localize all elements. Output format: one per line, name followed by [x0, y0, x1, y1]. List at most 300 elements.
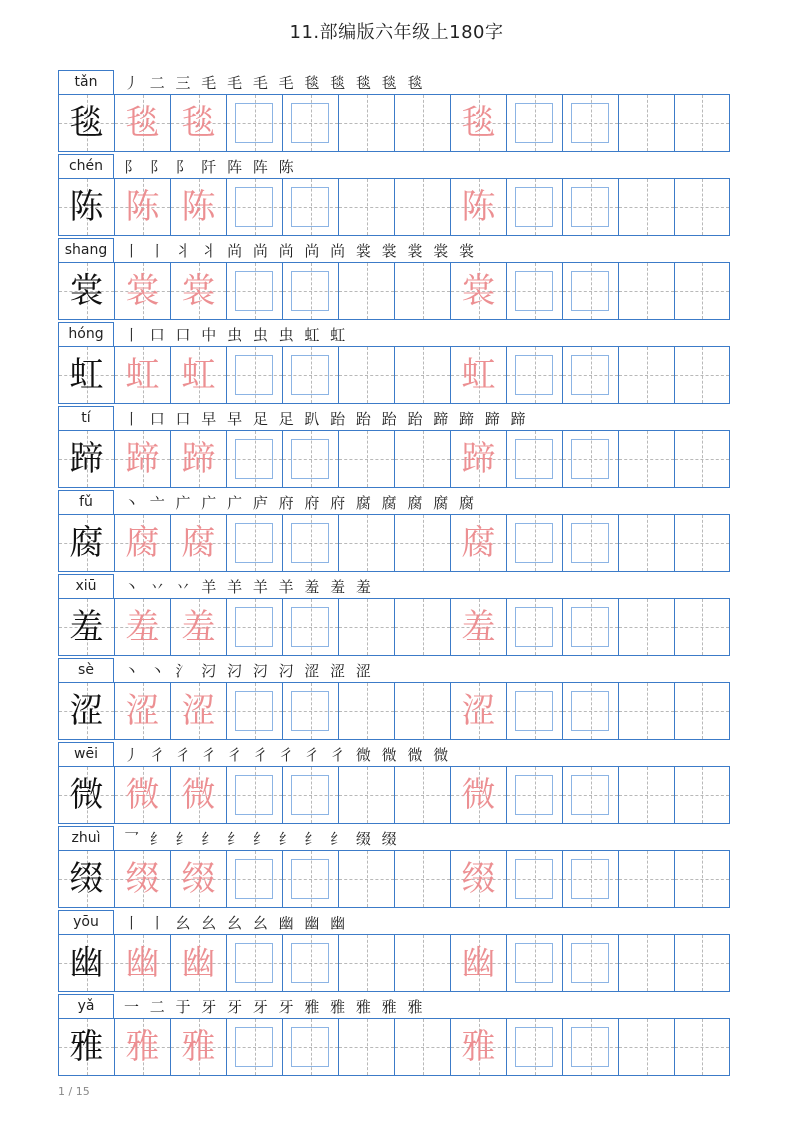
trace-character-cell — [450, 935, 506, 991]
boxed-practice-cell — [282, 851, 338, 907]
boxed-practice-cell — [506, 767, 562, 823]
model-character-cell — [58, 263, 114, 319]
model-character-cell — [58, 515, 114, 571]
guide-line-vertical — [702, 95, 703, 151]
guide-line-vertical — [367, 263, 368, 319]
inner-square — [515, 691, 553, 731]
guide-line-vertical — [423, 179, 424, 235]
trace-character-cell — [114, 431, 170, 487]
stroke-order: 丶 丶 氵 汈 汈 汈 汈 涩 涩 涩 — [124, 662, 374, 680]
practice-cell — [338, 347, 394, 403]
guide-line-vertical — [423, 935, 424, 991]
stroke-order: 丨 丨 丬 丬 尚 尚 尚 尚 尚 裳 裳 裳 裳 裳 — [124, 242, 477, 260]
writing-grid — [58, 850, 730, 908]
boxed-practice-cell — [226, 767, 282, 823]
practice-cell — [618, 515, 674, 571]
trace-character-cell — [170, 179, 226, 235]
practice-cell — [394, 767, 450, 823]
practice-cell — [674, 347, 730, 403]
trace-character-cell — [170, 767, 226, 823]
writing-grid — [58, 94, 730, 152]
inner-square — [571, 943, 609, 983]
practice-cell — [618, 1019, 674, 1075]
trace-character-cell — [450, 179, 506, 235]
guide-line-vertical — [702, 599, 703, 655]
stroke-order: 乛 纟 纟 纟 纟 纟 纟 纟 纟 缀 缀 — [124, 830, 400, 848]
trace-character: 雅 — [181, 1027, 216, 1067]
practice-cell — [618, 935, 674, 991]
trace-character-cell — [114, 179, 170, 235]
model-character: 蹄 — [69, 439, 104, 479]
boxed-practice-cell — [282, 599, 338, 655]
practice-row — [58, 826, 730, 910]
stroke-order: 阝 阝 阝 阡 阵 阵 陈 — [124, 158, 297, 176]
inner-square — [235, 1027, 273, 1067]
practice-cell — [674, 515, 730, 571]
practice-cell — [394, 1019, 450, 1075]
trace-character: 裳 — [461, 271, 496, 311]
boxed-practice-cell — [506, 95, 562, 151]
practice-cell — [338, 935, 394, 991]
practice-cell — [674, 683, 730, 739]
trace-character: 腐 — [125, 523, 160, 563]
stroke-order: 丿 彳 彳 彳 彳 彳 彳 彳 彳 微 微 微 微 — [124, 746, 452, 764]
boxed-practice-cell — [226, 347, 282, 403]
trace-character-cell — [114, 515, 170, 571]
practice-cell — [338, 683, 394, 739]
writing-grid — [58, 766, 730, 824]
practice-cell — [618, 431, 674, 487]
model-character: 虹 — [69, 355, 104, 395]
model-character: 裳 — [69, 271, 104, 311]
trace-character: 缀 — [181, 859, 216, 899]
pinyin-label: yǎ — [58, 994, 114, 1018]
inner-square — [235, 187, 273, 227]
inner-square — [515, 775, 553, 815]
inner-square — [571, 607, 609, 647]
boxed-practice-cell — [282, 95, 338, 151]
trace-character-cell — [450, 95, 506, 151]
stroke-order: 丨 口 口 中 虫 虫 虫 虹 虹 — [124, 326, 349, 344]
pinyin-label: tǎn — [58, 70, 114, 94]
writing-grid — [58, 598, 730, 656]
guide-line-vertical — [647, 179, 648, 235]
inner-square — [571, 439, 609, 479]
boxed-practice-cell — [226, 683, 282, 739]
boxed-practice-cell — [562, 851, 618, 907]
boxed-practice-cell — [562, 431, 618, 487]
pinyin-label: zhuì — [58, 826, 114, 850]
model-character: 陈 — [69, 187, 104, 227]
stroke-order: 丨 口 口 早 早 足 足 趴 跆 跆 跆 跆 蹄 蹄 蹄 蹄 — [124, 410, 529, 428]
inner-square — [291, 607, 329, 647]
inner-square — [515, 103, 553, 143]
trace-character: 微 — [181, 775, 216, 815]
stroke-order: 一 二 于 牙 牙 牙 牙 雅 雅 雅 雅 雅 — [124, 998, 426, 1016]
practice-row — [58, 322, 730, 406]
trace-character-cell — [114, 1019, 170, 1075]
boxed-practice-cell — [562, 1019, 618, 1075]
writing-grid — [58, 346, 730, 404]
practice-cell — [338, 431, 394, 487]
practice-row — [58, 154, 730, 238]
writing-grid — [58, 430, 730, 488]
guide-line-vertical — [702, 1019, 703, 1075]
boxed-practice-cell — [506, 179, 562, 235]
trace-character: 裳 — [125, 271, 160, 311]
trace-character: 虹 — [181, 355, 216, 395]
boxed-practice-cell — [282, 683, 338, 739]
inner-square — [515, 439, 553, 479]
boxed-practice-cell — [282, 515, 338, 571]
model-character: 幽 — [69, 943, 104, 983]
trace-character: 毯 — [461, 103, 496, 143]
boxed-practice-cell — [506, 851, 562, 907]
page-title: 11.部编版六年级上180字 — [289, 22, 504, 43]
inner-square — [515, 859, 553, 899]
practice-cell — [674, 935, 730, 991]
stroke-order: 丿 二 三 毛 毛 毛 毛 毯 毯 毯 毯 毯 — [124, 74, 426, 92]
trace-character-cell — [170, 347, 226, 403]
trace-character: 羞 — [461, 607, 496, 647]
boxed-practice-cell — [506, 347, 562, 403]
practice-cell — [618, 179, 674, 235]
trace-character-cell — [114, 851, 170, 907]
practice-cell — [338, 1019, 394, 1075]
trace-character-cell — [450, 599, 506, 655]
trace-character: 缀 — [461, 859, 496, 899]
guide-line-vertical — [423, 263, 424, 319]
boxed-practice-cell — [506, 935, 562, 991]
writing-grid — [58, 934, 730, 992]
trace-character-cell — [170, 95, 226, 151]
practice-cell — [674, 263, 730, 319]
trace-character-cell — [170, 1019, 226, 1075]
trace-character: 涩 — [181, 691, 216, 731]
trace-character-cell — [450, 767, 506, 823]
inner-square — [235, 523, 273, 563]
guide-line-vertical — [367, 851, 368, 907]
guide-line-vertical — [423, 95, 424, 151]
trace-character-cell — [170, 599, 226, 655]
guide-line-vertical — [702, 935, 703, 991]
guide-line-vertical — [647, 431, 648, 487]
inner-square — [571, 775, 609, 815]
model-character: 毯 — [69, 103, 104, 143]
inner-square — [291, 859, 329, 899]
trace-character: 腐 — [461, 523, 496, 563]
trace-character: 羞 — [181, 607, 216, 647]
boxed-practice-cell — [506, 431, 562, 487]
stroke-order: 丶 亠 广 广 广 庐 府 府 府 腐 腐 腐 腐 腐 — [124, 494, 477, 512]
boxed-practice-cell — [562, 599, 618, 655]
guide-line-vertical — [423, 851, 424, 907]
trace-character-cell — [450, 263, 506, 319]
inner-square — [571, 355, 609, 395]
guide-line-vertical — [423, 1019, 424, 1075]
inner-square — [291, 187, 329, 227]
model-character: 羞 — [69, 607, 104, 647]
trace-character-cell — [450, 851, 506, 907]
guide-line-vertical — [702, 179, 703, 235]
guide-line-vertical — [647, 515, 648, 571]
guide-line-vertical — [367, 683, 368, 739]
trace-character: 微 — [125, 775, 160, 815]
inner-square — [515, 1027, 553, 1067]
guide-line-vertical — [423, 767, 424, 823]
practice-cell — [338, 767, 394, 823]
model-character-cell — [58, 431, 114, 487]
trace-character: 腐 — [181, 523, 216, 563]
boxed-practice-cell — [562, 767, 618, 823]
guide-line-vertical — [423, 431, 424, 487]
boxed-practice-cell — [226, 263, 282, 319]
guide-line-vertical — [367, 347, 368, 403]
boxed-practice-cell — [506, 1019, 562, 1075]
practice-cell — [618, 851, 674, 907]
guide-line-vertical — [702, 767, 703, 823]
practice-cell — [618, 767, 674, 823]
practice-cell — [618, 347, 674, 403]
practice-cell — [618, 263, 674, 319]
trace-character-cell — [170, 851, 226, 907]
inner-square — [571, 691, 609, 731]
practice-cell — [618, 599, 674, 655]
guide-line-vertical — [367, 767, 368, 823]
trace-character-cell — [170, 683, 226, 739]
guide-line-vertical — [647, 95, 648, 151]
practice-cell — [338, 599, 394, 655]
inner-square — [571, 1027, 609, 1067]
trace-character: 羞 — [125, 607, 160, 647]
trace-character: 虹 — [125, 355, 160, 395]
model-character-cell — [58, 935, 114, 991]
trace-character-cell — [114, 683, 170, 739]
guide-line-vertical — [647, 347, 648, 403]
inner-square — [515, 943, 553, 983]
boxed-practice-cell — [562, 935, 618, 991]
inner-square — [515, 607, 553, 647]
pinyin-label: chén — [58, 154, 114, 178]
practice-cell — [618, 95, 674, 151]
practice-cell — [674, 851, 730, 907]
inner-square — [571, 523, 609, 563]
trace-character: 雅 — [125, 1027, 160, 1067]
guide-line-vertical — [647, 263, 648, 319]
model-character-cell — [58, 599, 114, 655]
practice-row — [58, 574, 730, 658]
model-character: 雅 — [69, 1027, 104, 1067]
guide-line-vertical — [702, 431, 703, 487]
boxed-practice-cell — [562, 515, 618, 571]
boxed-practice-cell — [562, 683, 618, 739]
trace-character: 幽 — [461, 943, 496, 983]
inner-square — [291, 775, 329, 815]
inner-square — [235, 439, 273, 479]
trace-character-cell — [114, 935, 170, 991]
practice-cell — [338, 851, 394, 907]
boxed-practice-cell — [562, 347, 618, 403]
inner-square — [235, 775, 273, 815]
stroke-order: 丨 丨 幺 幺 幺 幺 幽 幽 幽 — [124, 914, 349, 932]
inner-square — [235, 943, 273, 983]
inner-square — [291, 103, 329, 143]
practice-cell — [394, 95, 450, 151]
practice-cell — [674, 431, 730, 487]
trace-character-cell — [114, 767, 170, 823]
inner-square — [235, 859, 273, 899]
writing-grid — [58, 514, 730, 572]
boxed-practice-cell — [282, 767, 338, 823]
model-character-cell — [58, 347, 114, 403]
practice-cell — [674, 95, 730, 151]
inner-square — [291, 355, 329, 395]
guide-line-vertical — [423, 347, 424, 403]
inner-square — [291, 943, 329, 983]
inner-square — [291, 691, 329, 731]
model-character-cell — [58, 683, 114, 739]
guide-line-vertical — [367, 1019, 368, 1075]
model-character-cell — [58, 95, 114, 151]
boxed-practice-cell — [282, 431, 338, 487]
worksheet — [58, 70, 730, 1078]
inner-square — [235, 607, 273, 647]
inner-square — [235, 271, 273, 311]
model-character: 缀 — [69, 859, 104, 899]
boxed-practice-cell — [506, 515, 562, 571]
boxed-practice-cell — [226, 179, 282, 235]
boxed-practice-cell — [506, 263, 562, 319]
pinyin-label: fǔ — [58, 490, 114, 514]
trace-character: 裳 — [181, 271, 216, 311]
guide-line-vertical — [367, 431, 368, 487]
stroke-order: 丶 丷 丷 羊 羊 羊 羊 羞 羞 羞 — [124, 578, 374, 596]
trace-character: 毯 — [181, 103, 216, 143]
guide-line-vertical — [647, 683, 648, 739]
pinyin-label: sè — [58, 658, 114, 682]
practice-cell — [394, 851, 450, 907]
trace-character: 缀 — [125, 859, 160, 899]
boxed-practice-cell — [562, 263, 618, 319]
inner-square — [571, 103, 609, 143]
boxed-practice-cell — [226, 95, 282, 151]
trace-character: 陈 — [461, 187, 496, 227]
boxed-practice-cell — [282, 1019, 338, 1075]
practice-cell — [674, 179, 730, 235]
trace-character: 雅 — [461, 1027, 496, 1067]
trace-character: 蹄 — [181, 439, 216, 479]
guide-line-vertical — [702, 263, 703, 319]
boxed-practice-cell — [282, 179, 338, 235]
practice-cell — [618, 683, 674, 739]
trace-character-cell — [170, 515, 226, 571]
practice-row — [58, 742, 730, 826]
boxed-practice-cell — [226, 431, 282, 487]
trace-character-cell — [114, 263, 170, 319]
trace-character: 陈 — [125, 187, 160, 227]
practice-cell — [674, 1019, 730, 1075]
guide-line-vertical — [367, 599, 368, 655]
inner-square — [235, 103, 273, 143]
trace-character-cell — [114, 347, 170, 403]
practice-row — [58, 994, 730, 1078]
practice-cell — [394, 935, 450, 991]
boxed-practice-cell — [506, 683, 562, 739]
practice-row — [58, 238, 730, 322]
model-character-cell — [58, 179, 114, 235]
model-character-cell — [58, 767, 114, 823]
trace-character: 幽 — [125, 943, 160, 983]
guide-line-vertical — [423, 599, 424, 655]
guide-line-vertical — [367, 95, 368, 151]
practice-cell — [674, 599, 730, 655]
inner-square — [291, 271, 329, 311]
boxed-practice-cell — [226, 599, 282, 655]
inner-square — [515, 271, 553, 311]
practice-cell — [394, 515, 450, 571]
guide-line-vertical — [647, 851, 648, 907]
practice-cell — [338, 95, 394, 151]
inner-square — [291, 1027, 329, 1067]
inner-square — [571, 271, 609, 311]
pinyin-label: tí — [58, 406, 114, 430]
trace-character-cell — [170, 935, 226, 991]
practice-cell — [674, 767, 730, 823]
pinyin-label: yōu — [58, 910, 114, 934]
practice-row — [58, 70, 730, 154]
trace-character: 蹄 — [125, 439, 160, 479]
practice-row — [58, 910, 730, 994]
boxed-practice-cell — [282, 347, 338, 403]
boxed-practice-cell — [226, 1019, 282, 1075]
trace-character: 陈 — [181, 187, 216, 227]
trace-character-cell — [450, 515, 506, 571]
guide-line-vertical — [702, 683, 703, 739]
pinyin-label: xiū — [58, 574, 114, 598]
trace-character: 微 — [461, 775, 496, 815]
writing-grid — [58, 178, 730, 236]
practice-cell — [394, 347, 450, 403]
inner-square — [235, 355, 273, 395]
model-character: 微 — [69, 775, 104, 815]
inner-square — [235, 691, 273, 731]
model-character-cell — [58, 851, 114, 907]
guide-line-vertical — [702, 347, 703, 403]
inner-square — [515, 187, 553, 227]
guide-line-vertical — [367, 515, 368, 571]
trace-character: 涩 — [461, 691, 496, 731]
inner-square — [571, 187, 609, 227]
practice-cell — [394, 179, 450, 235]
model-character: 腐 — [69, 523, 104, 563]
practice-cell — [394, 263, 450, 319]
practice-row — [58, 658, 730, 742]
inner-square — [291, 523, 329, 563]
writing-grid — [58, 682, 730, 740]
practice-row — [58, 406, 730, 490]
trace-character-cell — [450, 1019, 506, 1075]
trace-character: 幽 — [181, 943, 216, 983]
inner-square — [515, 355, 553, 395]
guide-line-vertical — [423, 515, 424, 571]
inner-square — [291, 439, 329, 479]
trace-character: 毯 — [125, 103, 160, 143]
boxed-practice-cell — [226, 851, 282, 907]
pinyin-label: hóng — [58, 322, 114, 346]
boxed-practice-cell — [562, 179, 618, 235]
boxed-practice-cell — [506, 599, 562, 655]
guide-line-vertical — [702, 851, 703, 907]
